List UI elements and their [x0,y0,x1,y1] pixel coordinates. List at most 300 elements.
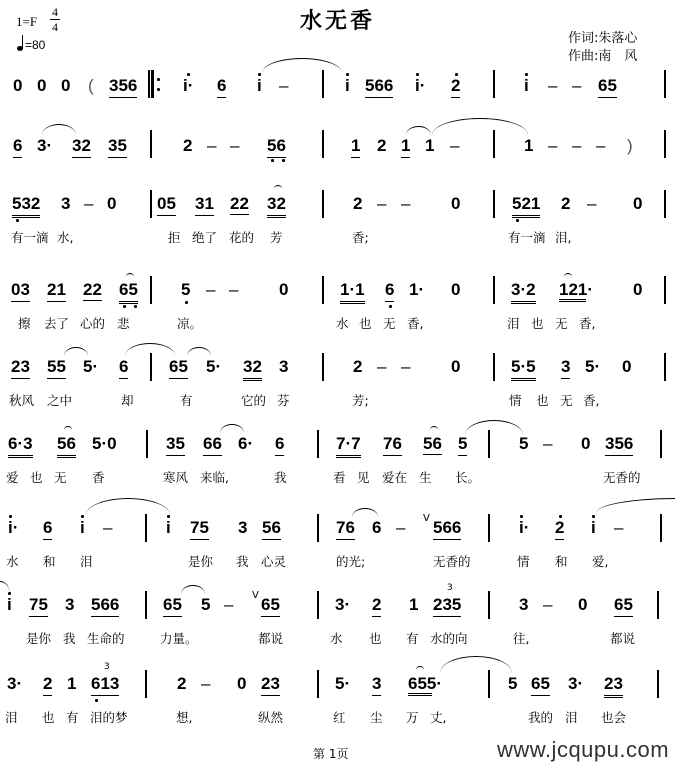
note-group: 566 [365,76,393,98]
lyric: 泪 [5,710,18,725]
lyric: 有 [66,710,79,725]
lyric: 情 [509,393,522,408]
note: i [166,518,171,537]
note: 2 [177,674,187,693]
high-octave-dot [187,73,190,76]
dash: – [224,595,234,614]
note-group: 356 [109,76,137,98]
lyric: 是你 [26,631,52,646]
lyric: 芬 [277,393,290,408]
dash: – [201,674,211,693]
note: 0 [279,280,289,299]
note: 1· [409,280,425,299]
note-group: 65 [169,357,188,379]
note: 1 [67,674,77,693]
lyric: 香, [583,393,600,408]
repeat-barline-thick [151,70,154,98]
note: 3· [335,595,351,614]
high-octave-dot [167,515,170,518]
note-group: 532 [12,194,40,218]
system-4 [0,280,675,330]
breath-mark: V [252,590,259,601]
lyric: 我 [274,470,287,485]
slur-arc [416,666,424,670]
watermark: www.jcqupu.com [497,737,670,762]
barline [317,514,319,542]
lyric: 无 [54,470,67,485]
lyric: 泪 [507,316,520,331]
note: i· [183,76,194,95]
lyric: 爱, [592,554,609,569]
lyric: 我 [63,631,76,646]
note-group: 75 [29,595,48,617]
dash: – [401,357,411,376]
repeat-dot [157,88,160,91]
lyric: 无 [383,316,396,331]
note: i· [415,76,426,95]
note: 1 [425,136,435,155]
tempo-marking [17,38,45,52]
high-octave-dot [455,73,458,76]
composer-credit: 作曲:南 风 [568,49,638,64]
high-octave-dot [258,73,261,76]
barline [150,276,152,304]
barline [657,670,659,698]
lyric: 寒风 [163,470,189,485]
note-group: 1·1 [340,280,365,304]
low-octave-dot [185,301,188,304]
note-group: 66 [203,434,222,456]
lyric: 来临, [200,470,229,485]
high-octave-dot [520,515,523,518]
note: 0 [451,280,461,299]
barline [150,353,152,381]
note: 6 [217,76,226,98]
lyric: 水 [330,631,343,646]
dash: – [206,280,216,299]
lyric: 心的 [80,316,106,331]
time-signature [50,6,60,33]
lyric: 都说 [610,631,636,646]
dash: – [279,76,289,95]
note-group: 03 [11,280,30,302]
lyric: 却 [121,393,134,408]
note: 5 [201,595,211,614]
note: 3 [65,595,75,614]
dash: – [572,136,582,155]
note: 0 [107,194,117,213]
barline [493,276,495,304]
note-group: 655· [408,674,443,693]
note: 6 [13,136,22,158]
high-octave-dot [592,515,595,518]
tie-arc [86,498,170,515]
dash: – [543,595,553,614]
lyric: 生 [419,470,432,485]
note-group: 121· [559,280,594,299]
note: 6 [372,518,382,537]
note-group: 65 [119,280,138,304]
note: 0 [581,434,591,453]
note-group: 23 [604,674,623,698]
tie-arc [432,118,528,135]
high-octave-dot [8,592,11,595]
system-2 [0,136,675,166]
note: 5· [335,674,351,693]
barline [322,70,324,98]
lyric: 也 [42,710,55,725]
note-group: 05 [157,194,176,216]
note: i [591,518,596,537]
barline [493,70,495,98]
note: 3 [238,518,248,537]
note-group: 65 [531,674,550,696]
lyric: 心灵 [261,554,287,569]
lyric: 也 [369,631,382,646]
note: 2 [377,136,387,155]
note: 3· [37,136,53,155]
lyric: 拒 [168,230,181,245]
note: 1 [524,136,534,155]
paren-close: ) [627,136,633,155]
paren-open: ( [88,76,94,95]
lyric: 无 [555,316,568,331]
note: 1 [351,136,360,158]
note: 3· [7,674,23,693]
tie-arc [220,424,244,433]
slur-arc [274,185,282,189]
note-group: 56 [57,434,76,458]
lyric: 水的向 [430,631,468,646]
lyric: 的光; [336,554,366,569]
barline [488,670,490,698]
note: 2 [555,518,564,540]
note: 0 [633,280,643,299]
system-7 [0,513,675,569]
note: 5· [585,357,601,376]
note: 6· [238,434,254,453]
barline [150,130,152,158]
note: 3 [519,595,529,614]
high-octave-dot [81,515,84,518]
tie-arc [596,498,675,513]
note-group: 7·7 [336,434,361,458]
dash: – [377,357,387,376]
dash: – [103,518,113,537]
barline [150,190,152,218]
lyric: 悲 [117,316,130,331]
note: i [345,76,350,95]
low-octave-dot [134,305,137,308]
note-group: 6·3 [8,434,33,458]
lyric: 爱 [6,470,19,485]
note-group: 566 [433,518,461,540]
lyric: 香, [579,316,596,331]
dash: – [614,518,624,537]
lyric: 长。 [455,470,481,485]
high-octave-dot [416,73,419,76]
lyric: 纵然 [258,710,284,725]
slur-arc [430,426,438,430]
lyric: 泪的梦 [90,710,128,725]
dash: – [377,194,387,213]
lyric: 也 [531,316,544,331]
lyric: 也 [30,470,43,485]
slur-arc [42,124,76,135]
dash: – [548,76,558,95]
dash: – [572,76,582,95]
lyric: 泪 [565,710,578,725]
repeat-barline [148,70,150,98]
note-group: 56 [267,136,286,158]
low-octave-dot [95,699,98,702]
lyric: 都说 [258,631,284,646]
time-signature-bottom: 4 [52,20,58,34]
note-group: 566 [91,595,119,617]
note-group: 235 [433,595,461,617]
barline [660,514,662,542]
low-octave-dot [389,305,392,308]
note: i [524,76,529,95]
system-5 [0,357,675,407]
note-group: 75 [190,518,209,540]
tie-arc [187,347,211,356]
lyric: 芳 [270,230,283,245]
dash: – [229,280,239,299]
note-group: 356 [605,434,633,456]
barline [660,430,662,458]
lyric: 水 [6,554,19,569]
note-group: 21 [47,280,66,302]
lyric: 泪, [555,230,572,245]
low-octave-dot [16,219,19,222]
lyric: 也 [359,316,372,331]
note: 5 [519,434,529,453]
note: 5·0 [92,434,117,453]
slur-arc [64,426,72,430]
barline [488,514,490,542]
barline [488,430,490,458]
barline [664,130,666,158]
system-1 [0,76,675,106]
tie-arc [465,420,523,435]
dash: – [207,136,217,155]
lyric: 有一滴 [11,230,49,245]
slur-arc [126,273,134,277]
lyric: 有 [180,393,193,408]
triplet-mark: 3 [447,583,453,593]
lyric: 绝了 [192,230,218,245]
low-octave-dot [282,159,285,162]
lyric: 泪 [80,554,93,569]
note: 0 [622,357,632,376]
note-group: 23 [261,674,280,696]
triplet-mark: 3 [104,662,110,672]
note: 6 [43,518,52,540]
note: i [7,595,12,614]
note-group: 32 [267,194,286,218]
dash: – [396,518,406,537]
lyric: 也会 [601,710,627,725]
lyric: 也 [536,393,549,408]
note: i [257,76,262,95]
barline [322,353,324,381]
note-group: 31 [195,194,214,216]
note-group: 65 [261,595,280,617]
barline [493,353,495,381]
high-octave-dot [559,515,562,518]
note: 0 [37,76,47,95]
lyric: 是你 [188,554,214,569]
note: 0 [61,76,71,95]
dash: – [548,136,558,155]
note: 5 [508,674,518,693]
barline [657,591,659,619]
barline [493,130,495,158]
lyric: 和 [43,554,56,569]
lyric: 和 [555,554,568,569]
high-octave-dot [346,73,349,76]
time-signature-top: 4 [52,5,58,19]
dash: – [230,136,240,155]
barline [317,430,319,458]
note-group: 521 [512,194,540,218]
note: 3· [568,674,584,693]
tempo-value: =80 [25,38,46,52]
lyric: 无香的 [603,470,641,485]
note-group: 22 [230,194,249,213]
note: 6 [275,434,284,456]
note: i [80,518,85,537]
note-group: 65 [598,76,617,98]
system-8 [0,583,675,646]
lyric: 它的 [241,393,267,408]
note: i· [8,518,19,537]
page-number: 第 1页 [313,747,349,761]
dash: – [596,136,606,155]
tie-arc [440,656,512,673]
note-group: 22 [83,280,102,299]
note: 0 [578,595,588,614]
lyric: 之中 [47,393,73,408]
note-group: 65 [614,595,633,617]
slur-arc [564,273,572,277]
quarter-note-icon [17,46,23,51]
note: 2 [372,595,381,617]
dash: – [84,194,94,213]
barline [317,591,319,619]
lyric: 香; [352,230,369,245]
lyric: 力量。 [160,631,198,646]
tie-arc [352,508,378,517]
system-9 [0,662,675,725]
lyric: 有一滴 [508,230,546,245]
note-group: 35 [108,136,127,158]
note-group: 76 [336,518,355,540]
note-group: 76 [383,434,402,456]
note: 0 [13,76,23,95]
note-group: 56 [262,518,281,540]
barline [145,514,147,542]
note: 6 [385,280,394,302]
dash: – [401,194,411,213]
note: 2 [183,136,193,155]
barline [664,190,666,218]
lyric: 水 [336,316,349,331]
dash: – [543,434,553,453]
repeat-dot [157,78,160,81]
note: 2 [353,357,363,376]
note: i· [519,518,530,537]
lyric: 香, [407,316,424,331]
lyric: 我的 [528,710,554,725]
note: 3 [372,674,381,696]
note: 3 [561,357,570,379]
underline [559,299,586,302]
note-group: 23 [11,357,30,379]
note: 5· [83,357,99,376]
lyric: 花的 [229,230,255,245]
tie-arc [181,585,205,594]
lyric: 我 [236,554,249,569]
lyric: 凉。 [177,316,203,331]
lyric: 生命的 [87,631,125,646]
note: 5 [181,280,191,299]
note-group: 32 [243,357,262,381]
note-group: 5·5 [511,357,536,381]
note: 0 [633,194,643,213]
barline [145,591,147,619]
dash: – [450,136,460,155]
low-octave-dot [516,219,519,222]
lyric: 芳; [352,393,369,408]
lyric: 尘 [370,710,383,725]
note: 5 [458,434,467,456]
note: 2 [451,76,460,98]
lyricist-credit: 作词:朱落心 [568,31,638,46]
lyric: 秋风 [9,393,35,408]
lyric: 爱在 [382,470,408,485]
note: 5· [206,357,222,376]
note: 1 [409,595,419,614]
note-group: 55 [47,357,66,379]
note: 0 [451,357,461,376]
barline [664,353,666,381]
note: 2 [43,674,52,696]
note-group: 3·2 [511,280,536,304]
lyric: 无 [560,393,573,408]
barline [664,276,666,304]
note: 2 [353,194,363,213]
note: 6 [119,357,128,379]
lyric: 情 [517,554,530,569]
dash: – [587,194,597,213]
tie-arc [262,58,342,73]
lyric: 万 [406,710,419,725]
lyric: 见 [357,470,370,485]
barline [493,190,495,218]
lyric: 想, [176,710,193,725]
barline [146,430,148,458]
lyric: 去了 [44,316,70,331]
tie-arc [406,126,431,135]
low-octave-dot [123,305,126,308]
key-signature: 1=F [16,14,38,29]
song-title: 水无香 [299,9,375,34]
high-octave-dot [525,73,528,76]
note: 2 [561,194,571,213]
lyric: 红 [333,710,346,725]
